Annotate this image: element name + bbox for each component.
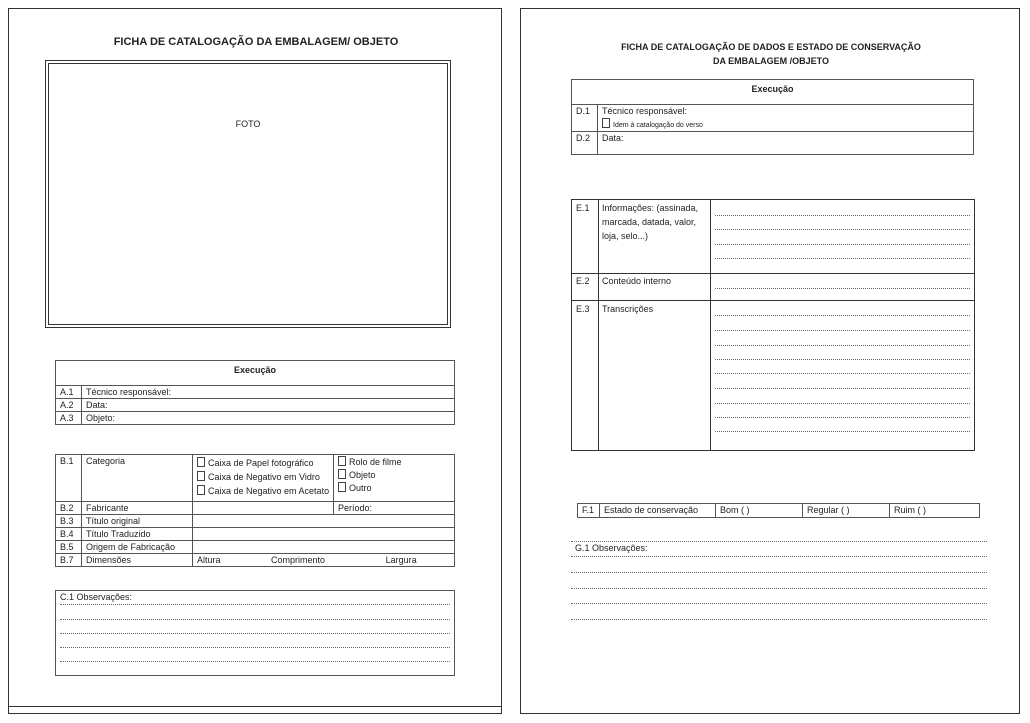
dotted-line <box>60 647 450 648</box>
page-bottom-divider <box>9 706 501 707</box>
execucao-table-a <box>55 360 455 425</box>
option-bom[interactable]: Bom ( ) <box>716 504 803 518</box>
e3-field[interactable] <box>711 300 974 450</box>
e-table <box>571 199 975 451</box>
observacoes-area-g1[interactable] <box>571 539 987 629</box>
dotted-line <box>60 604 450 605</box>
execucao-header: Execução <box>56 361 455 386</box>
b4-code: B.4 <box>56 528 82 541</box>
checkbox-icon[interactable] <box>197 471 205 481</box>
option-regular[interactable]: Regular ( ) <box>803 504 890 518</box>
checkbox-icon[interactable] <box>338 482 346 492</box>
altura-label: Altura <box>197 555 221 565</box>
option-outro[interactable]: Outro <box>338 482 450 495</box>
b5-label: Origem de Fabricação <box>82 541 193 554</box>
page-2-title-line1: FICHA DE CATALOGAÇÃO DE DADOS E ESTADO DE CONSERVAÇÃO <box>621 42 921 52</box>
category-options-1 <box>193 455 334 502</box>
b-table <box>55 454 455 567</box>
b5-code: B.5 <box>56 541 82 554</box>
category-options-2 <box>334 455 455 502</box>
comprimento-label: Comprimento <box>271 555 326 565</box>
c1-label: C.1 Observações: <box>60 592 133 602</box>
option-objeto[interactable]: Objeto <box>338 469 450 482</box>
b2-label: Fabricante <box>82 502 193 515</box>
photo-frame <box>45 60 451 328</box>
e3-label: Transcrições <box>602 304 654 314</box>
dotted-line <box>60 633 450 634</box>
page-2-title <box>521 40 1021 68</box>
b2-code: B.2 <box>56 502 82 515</box>
d1-field[interactable] <box>598 105 974 132</box>
b7-code: B.7 <box>56 554 82 567</box>
d1-label: Técnico responsável: <box>602 106 688 116</box>
catalog-sheet-page-2 <box>520 8 1020 714</box>
dimensoes-field[interactable] <box>193 554 455 567</box>
checkbox-icon[interactable] <box>338 469 346 479</box>
d2-code: D.2 <box>572 132 598 155</box>
titulo-traduzido-field[interactable] <box>193 528 455 541</box>
option-caixa-vidro[interactable]: Caixa de Negativo em Vidro <box>197 470 329 484</box>
page-1-title: FICHA DE CATALOGAÇÃO DA EMBALAGEM/ OBJETO <box>113 36 399 48</box>
e1-label: Informações: (assinada, marcada, datada, valor, loja, selo...) <box>602 203 699 241</box>
e2-field[interactable] <box>711 273 974 300</box>
b4-label: Título Traduzido <box>82 528 193 541</box>
photo-label: FOTO <box>235 119 261 129</box>
checkbox-icon[interactable] <box>197 457 205 467</box>
e1-field[interactable] <box>711 200 974 273</box>
d1-code: D.1 <box>572 105 598 132</box>
e3-code: E.3 <box>576 304 590 314</box>
b7-label: Dimensões <box>82 554 193 567</box>
execucao-header-d: Execução <box>572 80 974 105</box>
fabricante-field[interactable] <box>193 502 334 515</box>
a1-label[interactable]: Técnico responsável: <box>82 386 455 399</box>
largura-label: Largura <box>385 555 417 565</box>
dotted-line <box>60 619 450 620</box>
option-caixa-papel[interactable]: Caixa de Papel fotográfico <box>197 456 329 470</box>
catalog-sheet-page-1 <box>8 8 502 714</box>
titulo-original-field[interactable] <box>193 515 455 528</box>
option-caixa-acetato[interactable]: Caixa de Negativo em Acetato <box>197 484 329 498</box>
a2-label[interactable]: Data: <box>82 399 455 412</box>
b3-code: B.3 <box>56 515 82 528</box>
b1-code: B.1 <box>56 455 82 502</box>
a1-code: A.1 <box>56 386 82 399</box>
observacoes-box-c1[interactable] <box>55 590 455 676</box>
f1-label: Estado de conservação <box>600 504 716 518</box>
checkbox-icon[interactable] <box>197 485 205 495</box>
e2-code: E.2 <box>576 276 590 286</box>
a3-label[interactable]: Objeto: <box>82 412 455 425</box>
d1-idem-option[interactable]: Idem à catalogação do verso <box>602 118 969 129</box>
a2-code: A.2 <box>56 399 82 412</box>
checkbox-icon[interactable] <box>602 118 610 128</box>
b3-label: Título original <box>82 515 193 528</box>
periodo-label[interactable]: Período: <box>334 502 455 515</box>
checkbox-icon[interactable] <box>338 456 346 466</box>
d2-label[interactable]: Data: <box>598 132 974 155</box>
dotted-line <box>60 661 450 662</box>
a3-code: A.3 <box>56 412 82 425</box>
e1-code: E.1 <box>576 203 590 213</box>
execucao-table-d <box>571 79 974 155</box>
option-rolo[interactable]: Rolo de filme <box>338 456 450 469</box>
g1-label: G.1 Observações: <box>575 543 648 553</box>
option-ruim[interactable]: Ruim ( ) <box>890 504 980 518</box>
origem-field[interactable] <box>193 541 455 554</box>
f1-code: F.1 <box>578 504 600 518</box>
b1-label: Categoria <box>82 455 193 502</box>
e2-label: Conteúdo interno <box>602 276 672 286</box>
page-2-title-line2: DA EMBALAGEM /OBJETO <box>712 56 829 66</box>
f-table <box>577 503 980 518</box>
